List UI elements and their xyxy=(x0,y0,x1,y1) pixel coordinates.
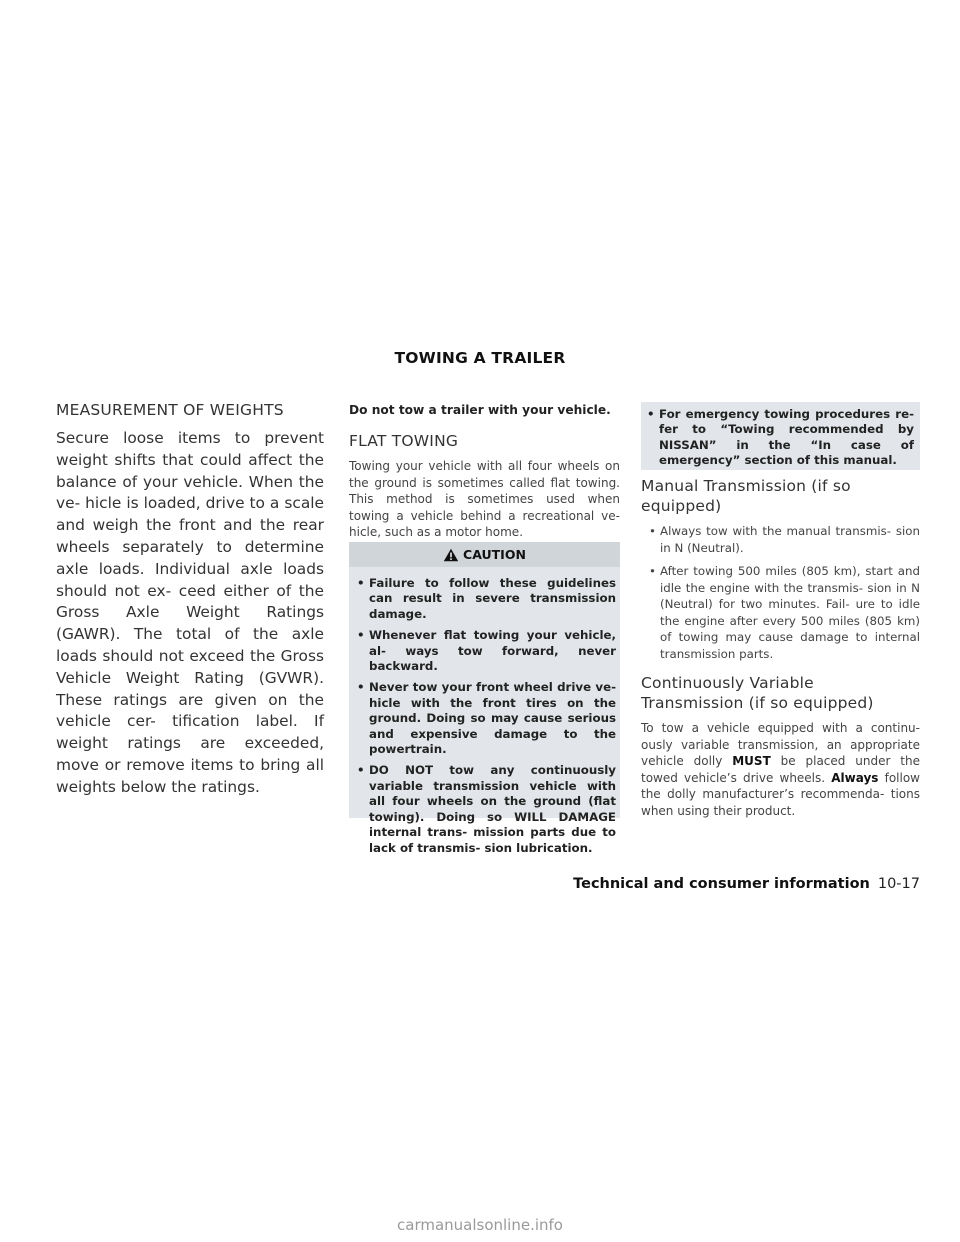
flat-towing-heading: FLAT TOWING xyxy=(349,432,459,450)
measurement-paragraph: Secure loose items to prevent weight shifts that could affect the balance of your vehicle. When the ve- hicle is loaded, drive to a scale and weigh the front and the rear wheels separately to determine axle loads. Individual axle loads should not ex- ceed either of the Gross Axle Weight Ratings (GAWR). The total of the axle loads should not exceed the Gross Vehicle Weight Rating (GVWR). These ratings are given on the vehicle cer- tification label. If weight ratings are exceeded, move or remove items to bring all weights below the ratings. xyxy=(56,429,324,796)
emergency-note-box xyxy=(641,402,920,470)
cvt-heading: Continuously Variable Transmission (if so equipped) xyxy=(641,674,874,712)
watermark: carmanualsonline.info xyxy=(397,1216,563,1234)
caution-header xyxy=(349,542,620,567)
cvt-must: MUST xyxy=(732,754,771,768)
cvt-paragraph xyxy=(641,720,920,819)
cvt-text: be placed under the towed vehicle’s drive wheels. xyxy=(641,754,920,785)
flat-towing-paragraph: Towing your vehicle with all four wheels on the ground is sometimes called flat towing. This method is sometimes used when towing a vehicle behind a recreational ve- hicle, such as a motor home. xyxy=(349,459,620,539)
emergency-note: • For emergency towing procedures re- fer to “Towing recommended by NISSAN” in the “In case of emergency” section of this manual. xyxy=(641,402,920,469)
caution-item: • Never tow your front wheel drive ve- hicle with the front tires on the ground. Doing so may cause serious and expensive damage to the powertrain. xyxy=(353,680,616,757)
caution-title: CAUTION xyxy=(463,547,526,562)
section-title: TOWING A TRAILER xyxy=(394,349,566,367)
page-footer xyxy=(573,876,920,892)
cvt-always: Always xyxy=(831,770,879,785)
caution-list xyxy=(349,567,620,856)
caution-item: • Whenever flat towing your vehicle, al- ways tow forward, never backward. xyxy=(353,628,616,674)
caution-item: • DO NOT tow any continuously variable transmission vehicle with all four wheels on the ground (flat towing). Doing so WILL DAMAGE internal trans- mission parts due to lack of transmis- sion lubrication. xyxy=(353,763,616,855)
manual-transmission-list xyxy=(641,523,920,662)
cvt-text: follow the dolly manufacturer’s recommenda- tions when using their product. xyxy=(641,770,920,818)
cvt-text: To tow a vehicle equipped with a continu- ously variable transmission, an appropriate vehicle dolly xyxy=(641,721,920,768)
warning-triangle-icon xyxy=(443,548,459,562)
measurement-of-weights-section xyxy=(56,401,324,799)
transmission-section xyxy=(641,477,920,819)
page-number: 10-17 xyxy=(877,876,920,892)
chapter-title: Technical and consumer information xyxy=(573,876,870,892)
flat-towing-section xyxy=(349,403,620,541)
caution-box xyxy=(349,542,620,855)
do-not-tow-note: Do not tow a trailer with your vehicle. xyxy=(349,403,611,417)
caution-item: • Failure to follow these guidelines can result in severe transmission damage. xyxy=(353,576,616,622)
manual-transmission-item: • Always tow with the manual transmis- sion in N (Neutral). xyxy=(641,523,920,556)
measurement-heading: MEASUREMENT OF WEIGHTS xyxy=(56,401,284,419)
manual-transmission-item: • After towing 500 miles (805 km), start and idle the engine with the transmis- sion in N (Neutral) for two minutes. Fail- ure to idle the engine after every 500 miles (805 km) of towing may cause damage to internal transmission parts. xyxy=(641,563,920,662)
manual-transmission-heading: Manual Transmission (if so equipped) xyxy=(641,477,851,515)
